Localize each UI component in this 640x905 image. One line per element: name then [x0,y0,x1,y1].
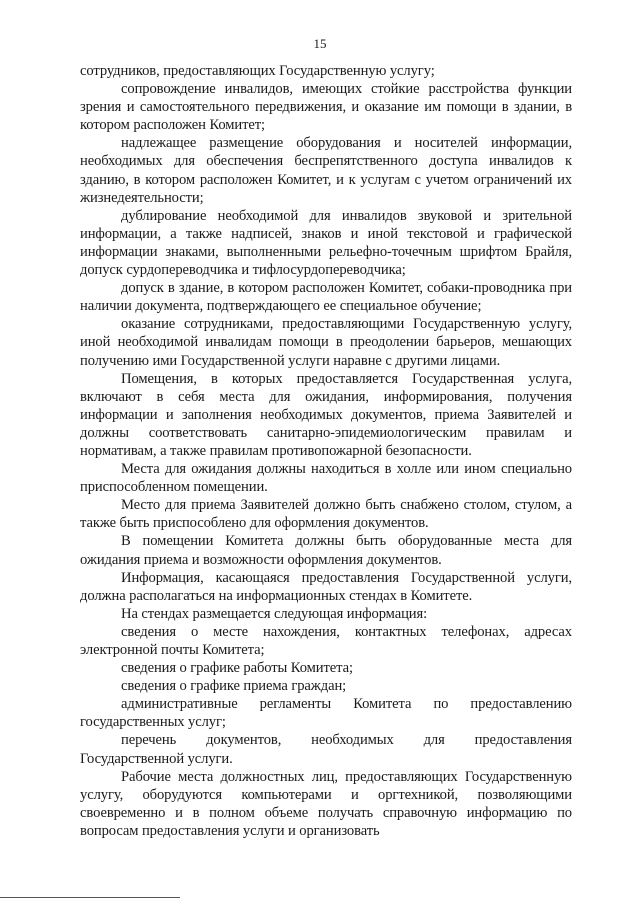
paragraph: Информация, касающаяся предоставления Государственной услуги, должна располагаться на информационных стендах в Комитете. [80,569,572,604]
paragraph: Рабочие места должностных лиц, предоставляющих Государственную услугу, оборудуются компьютерами и оргтехникой, позволяющими своевременно и в полном объеме получать справочную информацию по вопросам предоставления услуги и организовать [80,768,572,839]
paragraph: сведения о месте нахождения, контактных телефонах, адресах электронной почты Комитета; [80,623,572,658]
paragraph: оказание сотрудниками, предоставляющими Государственную услугу, иной необходимой инвалидам помощи в преодолении барьеров, мешающих получению ими Государственной услуги наравне с другими лицами. [80,316,572,369]
paragraph: сведения о графике работы Комитета; [121,660,353,677]
paragraph: В помещении Комитета должны быть оборудованные места для ожидания приема и возможности оформления документов. [80,533,572,568]
paragraph: административные регламенты Комитета по предоставлению государственных услуг; [80,696,572,731]
paragraph: Помещения, в которых предоставляется Государственная услуга, включают в себя места для ожидания, информирования, получения информации и заполнения необходимых документов, приема Заявителей и должны соответствовать санитарно-эпидемиологическим правилам и нормативам, а также правилам противопожарной безопасности. [80,370,572,459]
paragraph: перечень документов, необходимых для предоставления Государственной услуги. [80,732,572,767]
page-number: 15 [313,36,327,51]
paragraph: На стендах размещается следующая информация: [121,605,428,622]
paragraph: Место для приема Заявителей должно быть снабжено столом, стулом, а также быть приспособлено для оформления документов. [80,497,572,532]
paragraph: сведения о графике приема граждан; [121,678,347,695]
paragraph: надлежащее размещение оборудования и носителей информации, необходимых для обеспечения беспрепятственного доступа инвалидов к зданию, в котором расположен Комитет, и к услугам с учетом ограничений их жизнедеятельности; [80,135,572,206]
paragraph: допуск в здание, в котором расположен Комитет, собаки-проводника при наличии документа, подтверждающего ее специальное обучение; [80,280,572,315]
paragraph: дублирование необходимой для инвалидов звуковой и зрительной информации, а также надписей, знаков и иной текстовой и графической информации знаками, выполненными рельефно-точечным шрифтом Брайля, допуск сурдопереводчика и тифлосурдопереводчика; [80,207,572,279]
paragraph: сотрудников, предоставляющих Государственную услугу; [80,63,435,79]
paragraph: сопровождение инвалидов, имеющих стойкие расстройства функции зрения и самостоятельного передвижения, и оказание им помощи в здании, в котором расположен Комитет; [80,81,572,134]
footer-divider [0,897,180,898]
paragraph: Места для ожидания должны находиться в холле или ином специально приспособленном помещении. [80,461,572,496]
document-body [80,62,572,840]
